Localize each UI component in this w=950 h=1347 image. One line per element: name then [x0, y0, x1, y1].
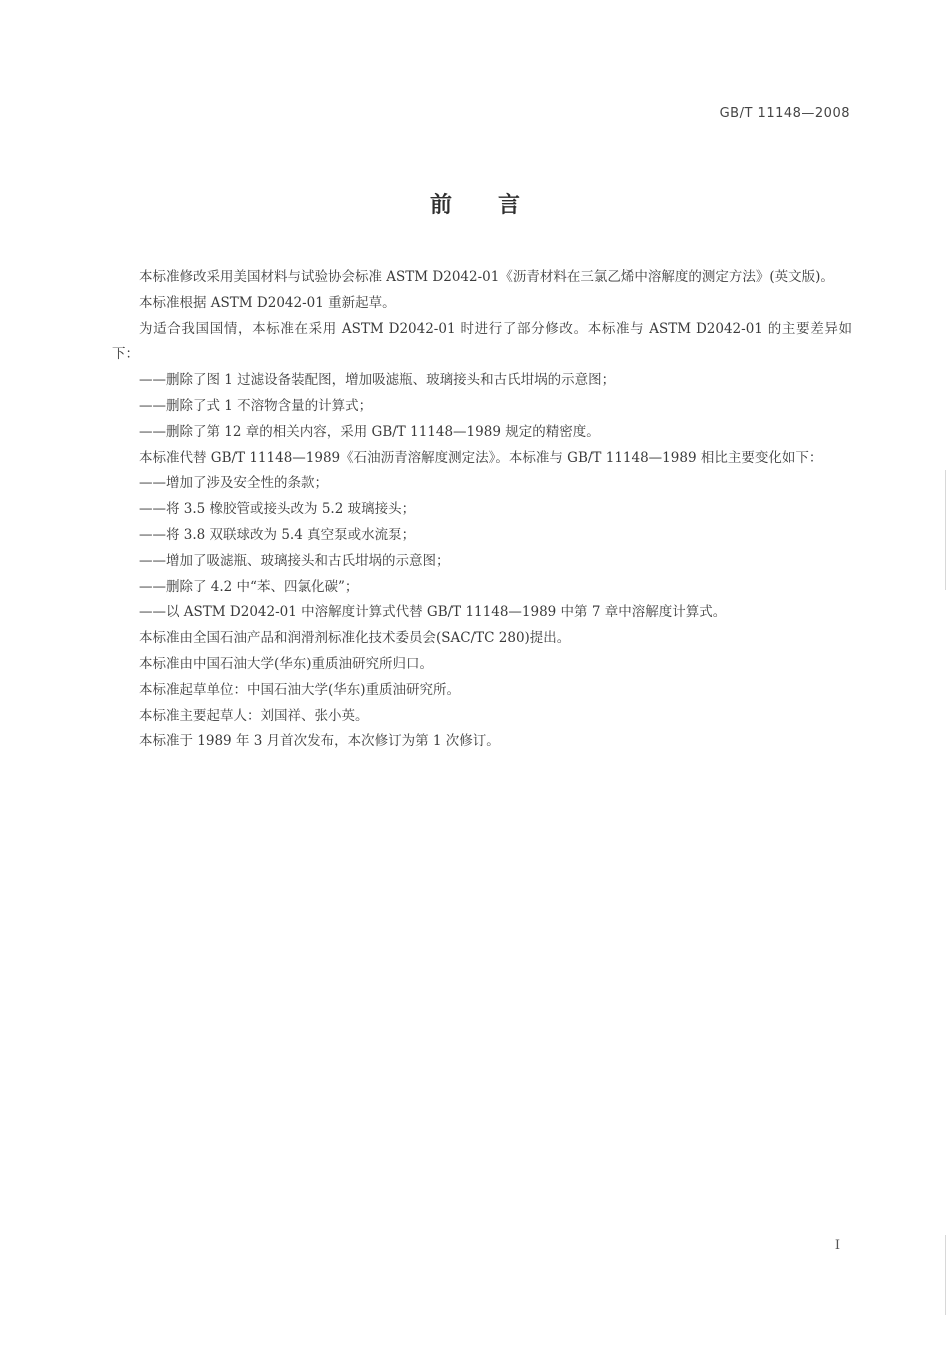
paragraph: 本标准于 1989 年 3 月首次发布，本次修订为第 1 次修订。: [139, 733, 500, 750]
paragraph: 本标准起草单位：中国石油大学(华东)重质油研究所。: [139, 681, 461, 698]
list-item: ——将 3.5 橡胶管或接头改为 5.2 玻璃接头；: [139, 501, 416, 518]
list-item: ——以 ASTM D2042-01 中溶解度计算式代替 GB/T 11148—1989 中第 7 章中溶解度计算式。: [139, 604, 727, 621]
list-item: ——删除了第 12 章的相关内容，采用 GB/T 11148—1989 规定的精密度。: [139, 423, 600, 440]
list-item: ——删除了式 1 不溶物含量的计算式；: [139, 397, 373, 414]
body-text: [112, 265, 852, 755]
paragraph: 本标准修改采用美国材料与试验协会标准 ASTM D2042-01《沥青材料在三氯乙烯中溶解度的测定方法》(英文版)。: [139, 269, 834, 285]
page-number: I: [834, 1238, 840, 1253]
paragraph: 本标准由中国石油大学(华东)重质油研究所归口。: [139, 655, 434, 672]
paragraph: 本标准代替 GB/T 11148—1989《石油沥青溶解度测定法》。本标准与 GB/T 11148—1989 相比主要变化如下：: [139, 449, 823, 466]
list-item: ——增加了吸滤瓶、玻璃接头和古氏坩埚的示意图；: [139, 552, 450, 569]
list-item: ——增加了涉及安全性的条款；: [139, 475, 328, 492]
page-title: [0, 188, 950, 219]
standard-code: GB/T 11148—2008: [719, 106, 850, 121]
list-item: ——删除了图 1 过滤设备装配图，增加吸滤瓶、玻璃接头和古氏坩埚的示意图；: [139, 372, 616, 389]
title-char-2: 言: [498, 193, 521, 218]
list-item: ——将 3.8 双联球改为 5.4 真空泵或水流泵；: [139, 526, 416, 543]
list-item: ——删除了 4.2 中“苯、四氯化碳”；: [139, 578, 359, 595]
scan-edge-mark: [945, 1235, 946, 1315]
title-char-1: 前: [429, 193, 452, 218]
paragraph: 本标准由全国石油产品和润滑剂标准化技术委员会(SAC/TC 280)提出。: [139, 630, 571, 647]
paragraph: 本标准主要起草人：刘国祥、张小英。: [139, 707, 369, 724]
paragraph: 为适合我国国情，本标准在采用 ASTM D2042-01 时进行了部分修改。本标准与 ASTM D2042-01 的主要差异如下：: [112, 320, 852, 363]
scan-edge-mark: [945, 470, 946, 590]
paragraph: 本标准根据 ASTM D2042-01 重新起草。: [139, 294, 396, 311]
